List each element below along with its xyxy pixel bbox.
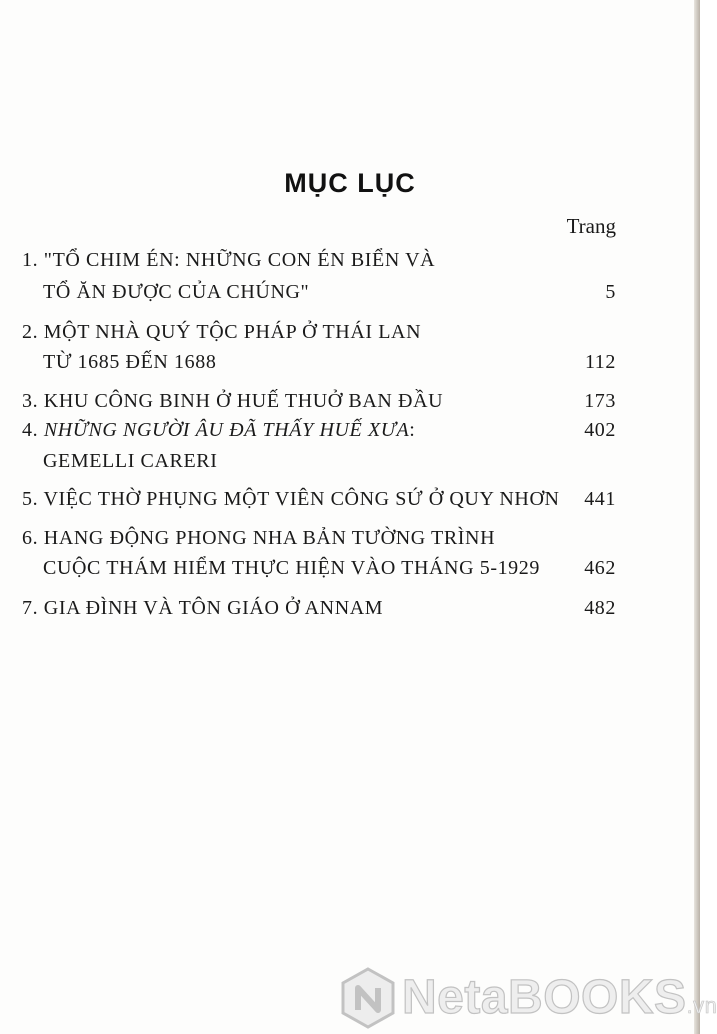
page-edge-shadow [694, 0, 700, 1034]
toc-entry-4-line2 [43, 448, 616, 474]
toc-page-number: 402 [584, 419, 616, 441]
netabooks-watermark [336, 966, 717, 1030]
toc-entry-4-line1 [22, 417, 616, 443]
page-column-heading: Trang [566, 214, 616, 238]
toc-entry-title: 5. VIỆC THỜ PHỤNG MỘT VIÊN CÔNG SỨ Ở QUY NHƠN [22, 488, 560, 510]
toc-entry-colon: : [409, 419, 416, 441]
page-title: MỤC LỤC [284, 168, 416, 198]
toc-entry-title: 7. GIA ĐÌNH VÀ TÔN GIÁO Ở ANNAM [22, 597, 384, 619]
toc-entry-title [22, 417, 415, 443]
toc-entry-title: GEMELLI CARERI [43, 450, 218, 472]
netabooks-logo-icon [336, 966, 400, 1030]
toc-page-number: 112 [584, 351, 616, 373]
toc-page-number: 173 [584, 390, 616, 412]
toc-entry-7 [22, 595, 616, 621]
toc-entry-title: TỔ ĂN ĐƯỢC CỦA CHÚNG" [43, 281, 310, 303]
toc-page-number: 441 [584, 488, 616, 510]
toc-entry-title: 3. KHU CÔNG BINH Ở HUẾ THUỞ BAN ĐẦU [22, 390, 444, 412]
toc-entry-5 [22, 486, 616, 512]
toc-entry-6-line2 [43, 555, 616, 581]
toc-entry-1-line1 [22, 247, 616, 273]
toc-entry-2-line2 [43, 349, 616, 375]
toc-entry-number: 4. [22, 419, 44, 441]
toc-page-number: 462 [584, 557, 616, 579]
watermark-brand-text [402, 970, 717, 1025]
toc-entry-1-line2 [43, 279, 616, 305]
toc-entry-3 [22, 388, 616, 414]
toc-page-number: 482 [584, 597, 616, 619]
toc-entry-title: TỪ 1685 ĐẾN 1688 [43, 351, 217, 373]
toc-entry-6-line1 [22, 525, 616, 551]
toc-entry-italic-title: NHỮNG NGƯỜI ÂU ĐÃ THẤY HUẾ XƯA [43, 419, 410, 441]
toc-entry-title: 2. MỘT NHÀ QUÝ TỘC PHÁP Ở THÁI LAN [22, 321, 422, 343]
toc-entry-title: 1. "TỔ CHIM ÉN: NHỮNG CON ÉN BIỂN VÀ [22, 249, 436, 271]
toc-entry-2-line1 [22, 319, 616, 345]
watermark-brand: NetaBOOKS [402, 971, 687, 1024]
toc-entry-title: 6. HANG ĐỘNG PHONG NHA BẢN TƯỜNG TRÌNH [22, 527, 496, 549]
watermark-suffix: .vn [686, 993, 717, 1018]
toc-page-number: 5 [605, 281, 616, 303]
toc-entry-title: CUỘC THÁM HIỂM THỰC HIỆN VÀO THÁNG 5-1929 [43, 557, 540, 579]
